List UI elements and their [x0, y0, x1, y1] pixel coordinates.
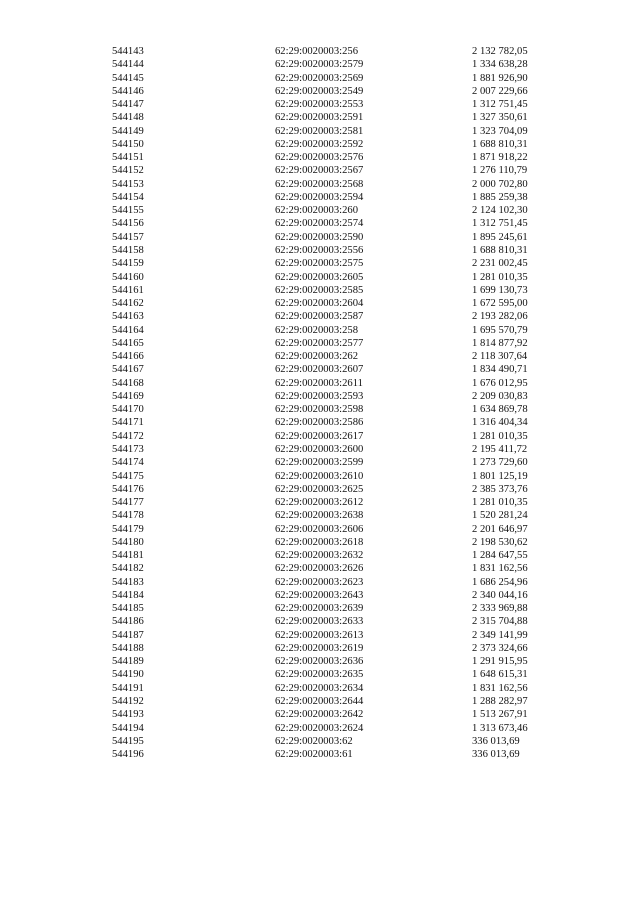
cadastral-number-cell: 62:29:0020003:2594 — [275, 191, 364, 203]
cadastral-number-cell: 62:29:0020003:2612 — [275, 497, 364, 509]
table-row — [112, 72, 572, 85]
row-id-cell: 544161 — [112, 284, 144, 296]
table-row — [112, 310, 572, 323]
value-cell: 2 195 411,72 — [472, 443, 528, 455]
value-cell: 2 209 030,83 — [472, 390, 528, 402]
table-row — [112, 191, 572, 204]
row-id-cell: 544154 — [112, 191, 144, 203]
cadastral-number-cell: 62:29:0020003:2590 — [275, 231, 364, 243]
value-cell: 1 686 254,96 — [472, 576, 528, 588]
value-cell: 1 831 162,56 — [472, 563, 528, 575]
row-id-cell: 544152 — [112, 165, 144, 177]
row-id-cell: 544151 — [112, 152, 144, 164]
cadastral-number-cell: 62:29:0020003:2619 — [275, 642, 364, 654]
row-id-cell: 544179 — [112, 523, 144, 535]
row-id-cell: 544168 — [112, 377, 144, 389]
value-cell: 1 327 350,61 — [472, 112, 528, 124]
cadastral-number-cell: 62:29:0020003:2549 — [275, 85, 364, 97]
row-id-cell: 544176 — [112, 483, 144, 495]
cadastral-number-cell: 62:29:0020003:262 — [275, 351, 358, 363]
row-id-cell: 544192 — [112, 696, 144, 708]
cadastral-number-cell: 62:29:0020003:2577 — [275, 337, 364, 349]
row-id-cell: 544155 — [112, 205, 144, 217]
table-row — [112, 735, 572, 748]
row-id-cell: 544170 — [112, 404, 144, 416]
row-id-cell: 544143 — [112, 46, 144, 57]
table-row — [112, 231, 572, 244]
row-id-cell: 544172 — [112, 430, 144, 442]
row-id-cell: 544184 — [112, 589, 144, 601]
table-row — [112, 164, 572, 177]
table-row — [112, 45, 572, 58]
value-cell: 2 198 530,62 — [472, 536, 528, 548]
value-cell: 1 291 915,95 — [472, 656, 528, 668]
cadastral-number-cell: 62:29:0020003:260 — [275, 205, 358, 217]
table-row — [112, 708, 572, 721]
value-cell: 1 312 751,45 — [472, 218, 528, 230]
table-row — [112, 549, 572, 562]
table-row — [112, 217, 572, 230]
row-id-cell: 544148 — [112, 112, 144, 124]
cadastral-number-cell: 62:29:0020003:2633 — [275, 616, 364, 628]
cadastral-number-cell: 62:29:0020003:2591 — [275, 112, 364, 124]
table-row — [112, 111, 572, 124]
table-row — [112, 695, 572, 708]
row-id-cell: 544144 — [112, 59, 144, 71]
value-cell: 1 316 404,34 — [472, 417, 528, 429]
table-row — [112, 602, 572, 615]
row-id-cell: 544183 — [112, 576, 144, 588]
cadastral-number-cell: 62:29:0020003:2598 — [275, 404, 364, 416]
cadastral-number-cell: 62:29:0020003:2634 — [275, 682, 364, 694]
value-cell: 1 313 673,46 — [472, 722, 528, 734]
row-id-cell: 544190 — [112, 669, 144, 681]
table-row — [112, 257, 572, 270]
table-row — [112, 456, 572, 469]
table-row — [112, 722, 572, 735]
table-row — [112, 403, 572, 416]
value-cell: 2 385 373,76 — [472, 483, 528, 495]
cadastral-number-cell: 62:29:0020003:2604 — [275, 298, 364, 310]
value-cell: 2 231 002,45 — [472, 258, 528, 270]
value-cell: 1 831 162,56 — [472, 682, 528, 694]
row-id-cell: 544177 — [112, 497, 144, 509]
cadastral-number-cell: 62:29:0020003:2613 — [275, 629, 364, 641]
value-cell: 1 284 647,55 — [472, 550, 528, 562]
row-id-cell: 544146 — [112, 85, 144, 97]
cadastral-number-cell: 62:29:0020003:2623 — [275, 576, 364, 588]
row-id-cell: 544178 — [112, 510, 144, 522]
row-id-cell: 544193 — [112, 709, 144, 721]
cadastral-number-cell: 62:29:0020003:2606 — [275, 523, 364, 535]
table-row — [112, 178, 572, 191]
row-id-cell: 544165 — [112, 337, 144, 349]
table-row — [112, 350, 572, 363]
table-row — [112, 430, 572, 443]
table-row — [112, 523, 572, 536]
row-id-cell: 544162 — [112, 298, 144, 310]
cadastral-number-cell: 62:29:0020003:2625 — [275, 483, 364, 495]
table-row — [112, 496, 572, 509]
table-row — [112, 98, 572, 111]
value-cell: 2 340 044,16 — [472, 589, 528, 601]
value-cell: 1 699 130,73 — [472, 284, 528, 296]
table-row — [112, 151, 572, 164]
value-cell: 1 648 615,31 — [472, 669, 528, 681]
row-id-cell: 544147 — [112, 99, 144, 111]
cadastral-number-cell: 62:29:0020003:62 — [275, 735, 353, 747]
value-cell: 2 373 324,66 — [472, 642, 528, 654]
value-cell: 2 000 702,80 — [472, 178, 528, 190]
row-id-cell: 544164 — [112, 324, 144, 336]
data-table — [112, 45, 572, 761]
table-row — [112, 244, 572, 257]
row-id-cell: 544175 — [112, 470, 144, 482]
value-cell: 1 634 869,78 — [472, 404, 528, 416]
table-row — [112, 748, 572, 761]
row-id-cell: 544195 — [112, 735, 144, 747]
table-row — [112, 416, 572, 429]
cadastral-number-cell: 62:29:0020003:2611 — [275, 377, 363, 389]
cadastral-number-cell: 62:29:0020003:2642 — [275, 709, 364, 721]
value-cell: 1 273 729,60 — [472, 457, 528, 469]
row-id-cell: 544191 — [112, 682, 144, 694]
row-id-cell: 544173 — [112, 443, 144, 455]
value-cell: 1 281 010,35 — [472, 430, 528, 442]
cadastral-number-cell: 62:29:0020003:2574 — [275, 218, 364, 230]
value-cell: 336 013,69 — [472, 749, 520, 761]
value-cell: 1 312 751,45 — [472, 99, 528, 111]
table-row — [112, 58, 572, 71]
row-id-cell: 544158 — [112, 244, 144, 256]
row-id-cell: 544159 — [112, 258, 144, 270]
table-row — [112, 324, 572, 337]
cadastral-number-cell: 62:29:0020003:2569 — [275, 72, 364, 84]
cadastral-number-cell: 62:29:0020003:2587 — [275, 311, 364, 323]
row-id-cell: 544153 — [112, 178, 144, 190]
cadastral-number-cell: 62:29:0020003:2575 — [275, 258, 364, 270]
value-cell: 2 132 782,05 — [472, 46, 528, 57]
row-id-cell: 544160 — [112, 271, 144, 283]
value-cell: 1 676 012,95 — [472, 377, 528, 389]
value-cell: 1 695 570,79 — [472, 324, 528, 336]
cadastral-number-cell: 62:29:0020003:2638 — [275, 510, 364, 522]
cadastral-number-cell: 62:29:0020003:2585 — [275, 284, 364, 296]
value-cell: 1 281 010,35 — [472, 271, 528, 283]
value-cell: 1 885 259,38 — [472, 191, 528, 203]
table-row — [112, 509, 572, 522]
cadastral-number-cell: 62:29:0020003:258 — [275, 324, 358, 336]
table-row — [112, 655, 572, 668]
value-cell: 2 201 646,97 — [472, 523, 528, 535]
row-id-cell: 544166 — [112, 351, 144, 363]
value-cell: 1 672 595,00 — [472, 298, 528, 310]
table-row — [112, 337, 572, 350]
table-row — [112, 642, 572, 655]
row-id-cell: 544167 — [112, 364, 144, 376]
cadastral-number-cell: 62:29:0020003:2605 — [275, 271, 364, 283]
cadastral-number-cell: 62:29:0020003:2586 — [275, 417, 364, 429]
value-cell: 1 323 704,09 — [472, 125, 528, 137]
cadastral-number-cell: 62:29:0020003:2618 — [275, 536, 364, 548]
row-id-cell: 544145 — [112, 72, 144, 84]
row-id-cell: 544163 — [112, 311, 144, 323]
cadastral-number-cell: 62:29:0020003:2576 — [275, 152, 364, 164]
row-id-cell: 544196 — [112, 749, 144, 761]
cadastral-number-cell: 62:29:0020003:2567 — [275, 165, 364, 177]
table-row — [112, 536, 572, 549]
cadastral-number-cell: 62:29:0020003:256 — [275, 46, 358, 57]
row-id-cell: 544180 — [112, 536, 144, 548]
value-cell: 1 881 926,90 — [472, 72, 528, 84]
row-id-cell: 544156 — [112, 218, 144, 230]
row-id-cell: 544186 — [112, 616, 144, 628]
cadastral-number-cell: 62:29:0020003:2610 — [275, 470, 364, 482]
row-id-cell: 544185 — [112, 603, 144, 615]
value-cell: 1 801 125,19 — [472, 470, 528, 482]
cadastral-number-cell: 62:29:0020003:2592 — [275, 138, 364, 150]
cadastral-number-cell: 62:29:0020003:2599 — [275, 457, 364, 469]
value-cell: 1 688 810,31 — [472, 244, 528, 256]
row-id-cell: 544169 — [112, 390, 144, 402]
value-cell: 1 334 638,28 — [472, 59, 528, 71]
cadastral-number-cell: 62:29:0020003:2568 — [275, 178, 364, 190]
table-row — [112, 682, 572, 695]
value-cell: 1 276 110,79 — [472, 165, 528, 177]
value-cell: 1 513 267,91 — [472, 709, 528, 721]
cadastral-number-cell: 62:29:0020003:2644 — [275, 696, 364, 708]
table-row — [112, 576, 572, 589]
row-id-cell: 544157 — [112, 231, 144, 243]
value-cell: 2 118 307,64 — [472, 351, 528, 363]
table-row — [112, 297, 572, 310]
table-row — [112, 443, 572, 456]
value-cell: 1 688 810,31 — [472, 138, 528, 150]
row-id-cell: 544181 — [112, 550, 144, 562]
value-cell: 1 288 282,97 — [472, 696, 528, 708]
cadastral-number-cell: 62:29:0020003:2624 — [275, 722, 364, 734]
cadastral-number-cell: 62:29:0020003:2643 — [275, 589, 364, 601]
row-id-cell: 544182 — [112, 563, 144, 575]
row-id-cell: 544187 — [112, 629, 144, 641]
table-row — [112, 125, 572, 138]
row-id-cell: 544188 — [112, 642, 144, 654]
value-cell: 1 281 010,35 — [472, 497, 528, 509]
table-row — [112, 483, 572, 496]
row-id-cell: 544149 — [112, 125, 144, 137]
cadastral-number-cell: 62:29:0020003:2636 — [275, 656, 364, 668]
table-row — [112, 204, 572, 217]
cadastral-number-cell: 62:29:0020003:2626 — [275, 563, 364, 575]
table-row — [112, 363, 572, 376]
table-row — [112, 271, 572, 284]
table-row — [112, 284, 572, 297]
table-row — [112, 562, 572, 575]
value-cell: 1 871 918,22 — [472, 152, 528, 164]
value-cell: 1 895 245,61 — [472, 231, 528, 243]
cadastral-number-cell: 62:29:0020003:61 — [275, 749, 353, 761]
table-row — [112, 470, 572, 483]
table-row — [112, 390, 572, 403]
cadastral-number-cell: 62:29:0020003:2607 — [275, 364, 364, 376]
row-id-cell: 544171 — [112, 417, 144, 429]
cadastral-number-cell: 62:29:0020003:2617 — [275, 430, 364, 442]
row-id-cell: 544189 — [112, 656, 144, 668]
table-row — [112, 589, 572, 602]
value-cell: 1 814 877,92 — [472, 337, 528, 349]
value-cell: 1 834 490,71 — [472, 364, 528, 376]
row-id-cell: 544150 — [112, 138, 144, 150]
cadastral-number-cell: 62:29:0020003:2635 — [275, 669, 364, 681]
cadastral-number-cell: 62:29:0020003:2556 — [275, 244, 364, 256]
value-cell: 2 333 969,88 — [472, 603, 528, 615]
value-cell: 2 349 141,99 — [472, 629, 528, 641]
value-cell: 336 013,69 — [472, 735, 520, 747]
value-cell: 2 315 704,88 — [472, 616, 528, 628]
value-cell: 1 520 281,24 — [472, 510, 528, 522]
cadastral-number-cell: 62:29:0020003:2553 — [275, 99, 364, 111]
cadastral-number-cell: 62:29:0020003:2632 — [275, 550, 364, 562]
value-cell: 2 124 102,30 — [472, 205, 528, 217]
cadastral-number-cell: 62:29:0020003:2579 — [275, 59, 364, 71]
cadastral-number-cell: 62:29:0020003:2581 — [275, 125, 364, 137]
table-row — [112, 138, 572, 151]
table-row — [112, 615, 572, 628]
row-id-cell: 544194 — [112, 722, 144, 734]
table-row — [112, 629, 572, 642]
value-cell: 2 193 282,06 — [472, 311, 528, 323]
table-row — [112, 668, 572, 681]
value-cell: 2 007 229,66 — [472, 85, 528, 97]
row-id-cell: 544174 — [112, 457, 144, 469]
cadastral-number-cell: 62:29:0020003:2593 — [275, 390, 364, 402]
cadastral-number-cell: 62:29:0020003:2600 — [275, 443, 364, 455]
table-row — [112, 377, 572, 390]
cadastral-number-cell: 62:29:0020003:2639 — [275, 603, 364, 615]
table-row — [112, 85, 572, 98]
